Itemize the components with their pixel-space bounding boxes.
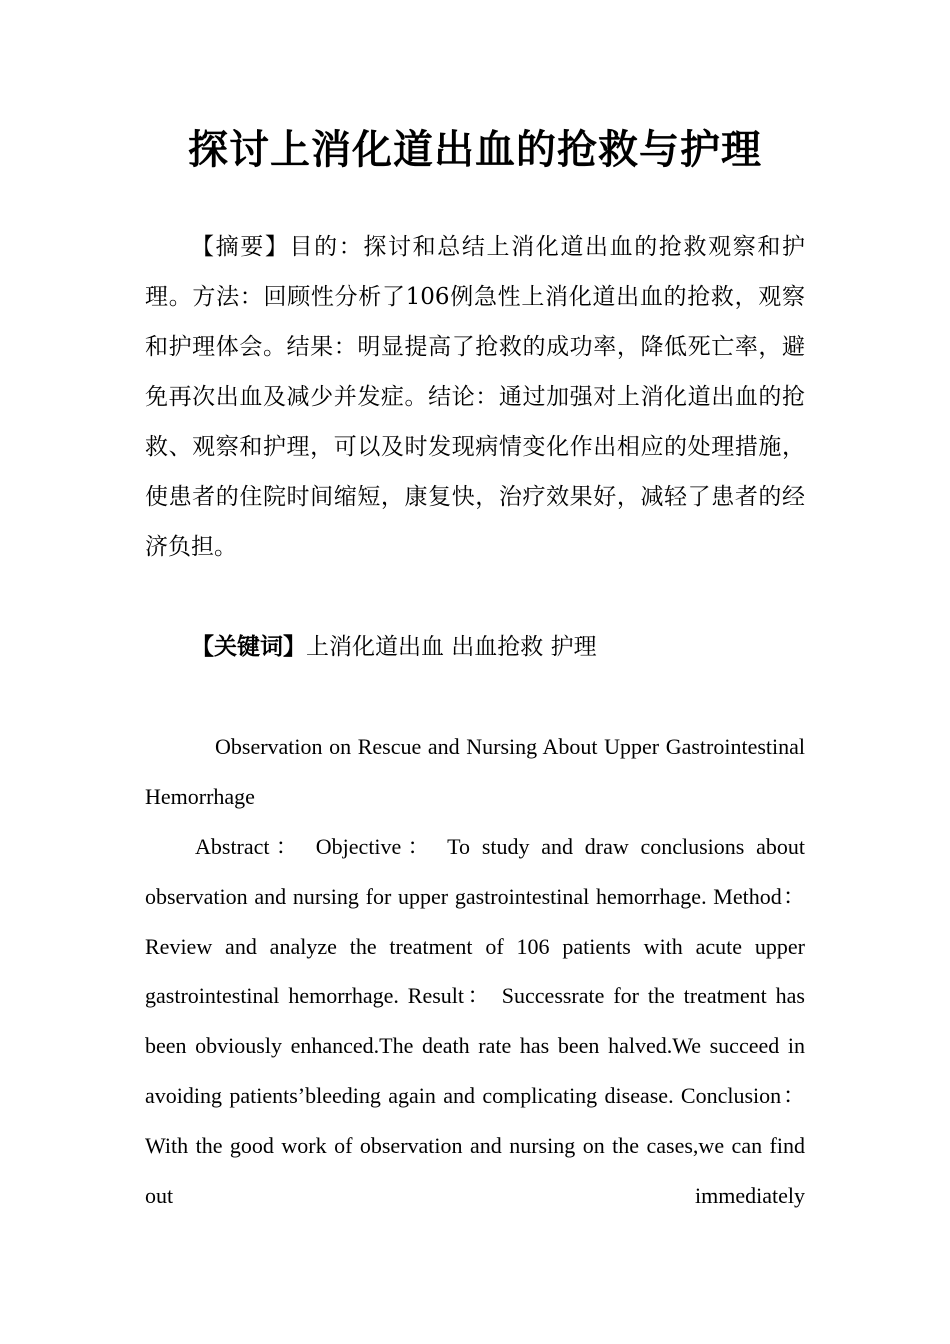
keywords-label: 【关键词】 — [191, 634, 306, 660]
chinese-keywords — [145, 622, 805, 672]
english-abstract: Abstract： Objective： To study and draw conclusions about observation and nursing for upper gastrointestinal hemorrhage. Method： Review and analyze the treatment of 106 patients with acute upper gastrointestinal hemorrhage. Result： Successrate for the treatment has been obviously enhanced.The death rate has been halved.We succeed in avoiding patients’bleeding again and complicating disease. Conclusion： With the good work of observation and nursing on the cases,we can find out immediately — [145, 834, 805, 1208]
chinese-abstract: 【摘要】目的：探讨和总结上消化道出血的抢救观察和护理。方法：回顾性分析了106例急性上消化道出血的抢救，观察和护理体会。结果：明显提高了抢救的成功率，降低死亡率，避免再次出血及减少并发症。结论：通过加强对上消化道出血的抢救、观察和护理，可以及时发现病情变化作出相应的处理措施，使患者的住院时间缩短，康复快，治疗效果好，减轻了患者的经济负担。 — [145, 234, 805, 560]
keywords-text: 上消化道出血 出血抢救 护理 — [306, 634, 597, 660]
english-title: Observation on Rescue and Nursing About Upper Gastrointestinal Hemorrhage — [145, 734, 805, 809]
document-title: 探讨上消化道出血的抢救与护理 — [188, 127, 762, 173]
